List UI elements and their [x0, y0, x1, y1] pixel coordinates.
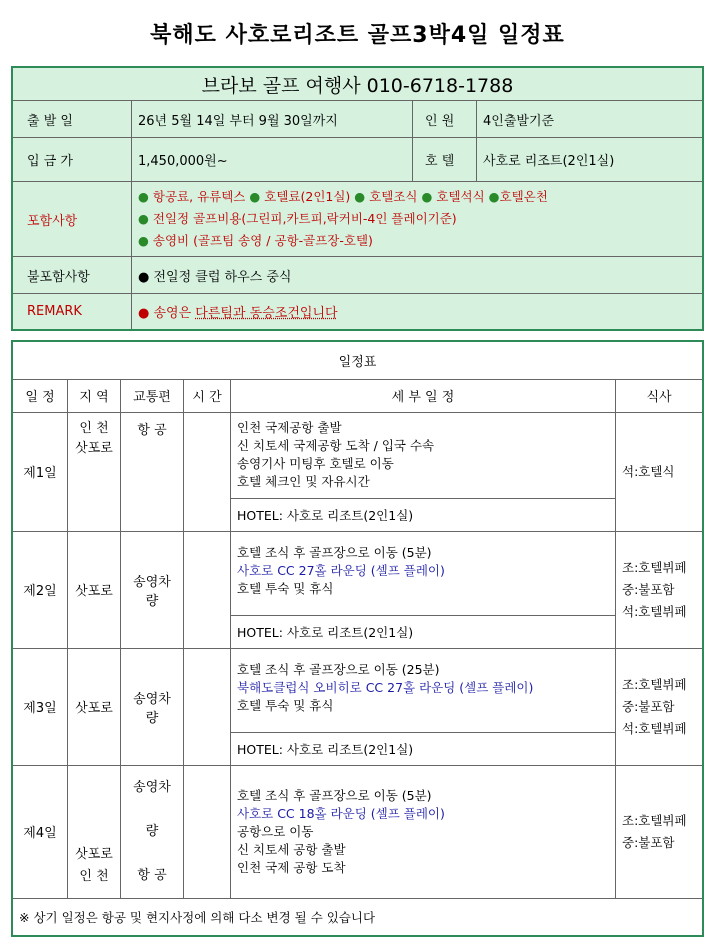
day-label: 제3일 [12, 648, 68, 765]
price-value: 1,450,000원~ [132, 138, 413, 182]
time-cell [184, 412, 231, 531]
transport-cell: 송영차량 항 공 [121, 765, 184, 898]
header-time: 시 간 [184, 379, 231, 412]
price-label: 입 금 가 [12, 138, 132, 182]
time-cell [184, 648, 231, 765]
excluded-label: 불포함사항 [12, 257, 132, 294]
excluded-value: ● 전일정 클럽 하우스 중식 [132, 257, 704, 294]
detail-cell: 인천 국제공항 출발 신 치토세 국제공항 도착 / 입국 수속 송영기사 미팅후 호텔로 이동 호텔 체크인 및 자유시간 [231, 412, 616, 498]
detail-cell: 호텔 조식 후 골프장으로 이동 (5분) 사호로 CC 27홀 라운딩 (셀프 플레이) 호텔 투숙 및 휴식 [231, 531, 616, 615]
remark-value: ● 송영은 다른팀과 동승조건입니다 [132, 294, 704, 330]
transport-cell: 항 공 [121, 412, 184, 531]
transport-cell: 송영차량 [121, 531, 184, 648]
bullet-icon: ● [138, 233, 149, 248]
schedule-row-day2 [12, 531, 703, 615]
header-details: 세 부 일 정 [231, 379, 616, 412]
included-list [132, 182, 704, 257]
header-meals: 식사 [616, 379, 704, 412]
day-label: 제1일 [12, 412, 68, 531]
depart-label: 출 발 일 [12, 101, 132, 138]
transport-cell: 송영차량 [121, 648, 184, 765]
meal-cell: 조:호텔뷔페 중:불포함 석:호텔뷔페 [616, 531, 704, 648]
detail-cell: 호텔 조식 후 골프장으로 이동 (25분) 북해도클럽식 오비히로 CC 27홀 라운딩 (셀프 플레이) 호텔 투숙 및 휴식 [231, 648, 616, 732]
bullet-icon: ● [249, 189, 261, 204]
schedule-row-day4 [12, 765, 703, 898]
time-cell [184, 531, 231, 648]
info-table [11, 66, 704, 331]
persons-value: 4인출발기준 [477, 101, 704, 138]
bullet-icon: ● [138, 305, 150, 321]
remark-label: REMARK [12, 294, 132, 330]
bullet-icon: ● [138, 269, 150, 285]
bullet-icon: ● [421, 189, 433, 204]
bullet-icon: ● [138, 211, 149, 226]
page-title: 북해도 사호로리조트 골프3박4일 일정표 [150, 23, 565, 48]
schedule-heading: 일정표 [12, 341, 703, 379]
hotel-label: 호 텔 [413, 138, 477, 182]
included-line-1: ● 항공료, 유류텍스 ● 호텔료(2인1실) ● 호텔조식 ● 호텔석식 ●호텔온천 [138, 189, 548, 204]
included-label: 포함사항 [12, 182, 132, 257]
meal-cell: 조:호텔뷔페 중:불포함 석:호텔뷔페 [616, 648, 704, 765]
meal-cell: 석:호텔식 [616, 412, 704, 531]
persons-label: 인 원 [413, 101, 477, 138]
region-cell: 인 천 삿포로 [68, 412, 121, 531]
detail-cell: 호텔 조식 후 골프장으로 이동 (5분) 사호로 CC 18홀 라운딩 (셀프 플레이) 공항으로 이동 신 치토세 공항 출발 인천 국제 공항 도착 [231, 765, 616, 898]
hotel-value: 사호로 리조트(2인1실) [477, 138, 704, 182]
included-line-2: ● 전일정 골프비용(그린피,카트피,락커비-4인 플레이기준) [138, 211, 457, 226]
hotel-line: HOTEL: 사호로 리조트(2인1실) [231, 615, 616, 648]
region-cell: 삿포로 [68, 648, 121, 765]
time-cell [184, 765, 231, 898]
footnote: ※ 상기 일정은 항공 및 현지사정에 의해 다소 변경 될 수 있습니다 [12, 898, 703, 936]
included-line-3: ● 송영비 (골프팀 송영 / 공항-골프장-호텔) [138, 233, 373, 248]
header-day: 일 정 [12, 379, 68, 412]
schedule-row-day1 [12, 412, 703, 498]
header-region: 지 역 [68, 379, 121, 412]
region-cell: 삿포로 인 천 [68, 765, 121, 898]
depart-value: 26년 5월 14일 부터 9월 30일까지 [132, 101, 413, 138]
meal-cell: 조:호텔뷔페 중:불포함 [616, 765, 704, 898]
agency-contact: 브라보 골프 여행사 010-6718-1788 [12, 67, 703, 101]
hotel-line: HOTEL: 사호로 리조트(2인1실) [231, 732, 616, 765]
day-label: 제2일 [12, 531, 68, 648]
region-cell: 삿포로 [68, 531, 121, 648]
day-label: 제4일 [12, 765, 68, 898]
hotel-line: HOTEL: 사호로 리조트(2인1실) [231, 498, 616, 531]
header-transport: 교통편 [121, 379, 184, 412]
schedule-table [11, 340, 704, 937]
bullet-icon: ● [138, 189, 149, 204]
schedule-row-day3 [12, 648, 703, 732]
bullet-icon: ● [488, 189, 500, 204]
bullet-icon: ● [354, 189, 366, 204]
